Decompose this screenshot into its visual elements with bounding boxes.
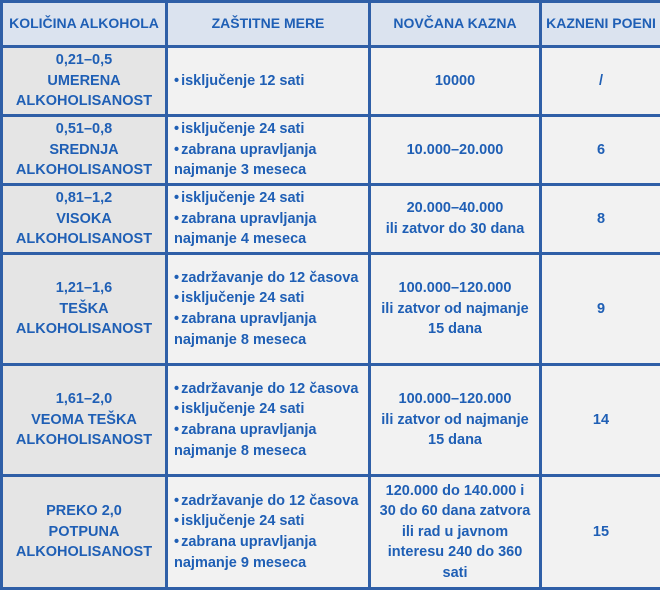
table-row — [3, 255, 660, 363]
alcohol-level-line: TEŠKA — [59, 300, 109, 317]
measure-line — [174, 420, 364, 441]
alcohol-level-cell — [3, 48, 165, 114]
bullet-icon: • — [174, 290, 180, 307]
alcohol-level-line: 0,81–1,2 — [55, 190, 113, 207]
fine-line: ili zatvor od najmanje — [381, 411, 529, 428]
alcohol-level-line: SREDNJA — [49, 141, 119, 158]
measure-text: zadržavanje do 12 časova — [181, 269, 359, 286]
protective-measures-cell — [168, 117, 368, 183]
measure-line — [174, 309, 364, 330]
penalty-points-cell: 14 — [542, 366, 660, 474]
alcohol-level-cell — [3, 255, 165, 363]
measure-line — [174, 491, 364, 512]
bullet-icon: • — [174, 269, 180, 286]
fine-cell — [371, 48, 539, 114]
table-body — [3, 48, 660, 587]
bullet-icon: • — [174, 380, 180, 397]
measure-text: isključenje 24 sati — [181, 401, 305, 418]
alcohol-level-line: PREKO 2,0 — [46, 503, 122, 520]
bullet-icon: • — [174, 534, 180, 550]
table-row — [3, 117, 660, 183]
table-row — [3, 48, 660, 114]
measure-text: zabrana upravljanja — [181, 141, 317, 158]
bullet-icon: • — [174, 492, 180, 509]
alcohol-level-line: 0,51–0,8 — [55, 121, 113, 138]
alcohol-level-line: POTPUNA — [48, 523, 120, 540]
fine-line: 15 dana — [428, 432, 482, 449]
alcohol-level-cell — [3, 366, 165, 474]
header-row — [3, 3, 660, 45]
measure-text: isključenje 24 sati — [181, 290, 305, 307]
alcohol-level-cell — [3, 186, 165, 252]
bullet-icon: • — [174, 513, 180, 530]
measure-line — [174, 511, 364, 532]
measure-text: isključenje 24 sati — [181, 513, 305, 530]
measure-text: zabrana upravljanja — [181, 534, 317, 550]
table-row — [3, 477, 660, 587]
header-alcohol-level: KOLIČINA ALKOHOLA — [3, 3, 165, 45]
measure-line — [174, 441, 364, 462]
alcohol-level-line: 0,21–0,5 — [55, 52, 113, 69]
fine-cell — [371, 117, 539, 183]
measure-text: zabrana upravljanja — [181, 311, 317, 327]
measure-text: isključenje 24 sati — [181, 190, 305, 207]
bullet-icon: • — [174, 210, 180, 227]
measure-line — [174, 379, 364, 400]
fine-cell — [371, 366, 539, 474]
fine-line: 15 dana — [428, 321, 482, 338]
protective-measures-cell — [168, 186, 368, 252]
alcohol-level-line: VEOMA TEŠKA — [31, 411, 137, 428]
bullet-icon: • — [174, 422, 180, 438]
fine-line: 10000 — [434, 72, 476, 89]
protective-measures-cell — [168, 366, 368, 474]
alcohol-level-line: ALKOHOLISANOST — [15, 162, 153, 179]
measure-line — [174, 553, 364, 574]
measure-line — [174, 532, 364, 553]
penalty-points-cell: 15 — [542, 477, 660, 587]
penalty-points-cell: 9 — [542, 255, 660, 363]
alcohol-level-line: 1,21–1,6 — [55, 280, 113, 297]
fine-line: 10.000–20.000 — [406, 141, 504, 158]
fine-line: 20.000–40.000 — [406, 200, 504, 217]
header-penalty-points: KAZNENI POENI — [542, 3, 660, 45]
fine-cell — [371, 255, 539, 363]
header-protective-measures: ZAŠTITNE MERE — [168, 3, 368, 45]
bullet-icon: • — [174, 72, 180, 89]
fine-line: ili zatvor od najmanje — [381, 300, 529, 317]
bullet-icon: • — [174, 141, 180, 158]
measure-text: zabrana upravljanja — [181, 210, 317, 227]
fine-line: ili zatvor do 30 dana — [385, 221, 525, 237]
alcohol-level-line: ALKOHOLISANOST — [15, 321, 153, 338]
bullet-icon: • — [174, 190, 180, 207]
protective-measures-cell — [168, 255, 368, 363]
alcohol-level-line: ALKOHOLISANOST — [15, 93, 153, 110]
fine-line: 100.000–120.000 — [398, 280, 512, 297]
fine-line: 100.000–120.000 — [398, 391, 512, 408]
measure-line — [174, 119, 364, 140]
alcohol-level-line: 1,61–2,0 — [55, 391, 113, 408]
measure-text: najmanje 4 meseca — [174, 231, 307, 248]
protective-measures-cell — [168, 48, 368, 114]
alcohol-level-cell — [3, 117, 165, 183]
measure-text: isključenje 12 sati — [181, 72, 305, 89]
bullet-icon: • — [174, 311, 180, 327]
measure-line — [174, 188, 364, 209]
measure-text: najmanje 8 meseca — [174, 442, 307, 459]
alcohol-level-line: ALKOHOLISANOST — [15, 432, 153, 449]
alcohol-level-line: VISOKA — [56, 210, 112, 227]
fine-line: sati — [442, 564, 468, 581]
alcohol-level-line: ALKOHOLISANOST — [15, 231, 153, 248]
fine-line: interesu 240 do 360 — [387, 544, 523, 561]
measure-text: zadržavanje do 12 časova — [181, 380, 359, 397]
fine-cell — [371, 477, 539, 587]
bullet-icon: • — [174, 121, 180, 138]
measure-line — [174, 399, 364, 420]
measure-text: isključenje 24 sati — [181, 121, 305, 138]
measure-line — [174, 71, 364, 92]
alcohol-level-cell — [3, 477, 165, 587]
fine-line: 30 do 60 dana zatvora — [379, 503, 531, 520]
protective-measures-cell — [168, 477, 368, 587]
penalty-points-cell: / — [542, 48, 660, 114]
table-row — [3, 186, 660, 252]
measure-line — [174, 160, 364, 181]
measure-line — [174, 330, 364, 351]
measure-text: najmanje 9 meseca — [174, 554, 307, 571]
measure-text: zabrana upravljanja — [181, 422, 317, 438]
penalty-points-cell: 8 — [542, 186, 660, 252]
alcohol-level-line: UMERENA — [47, 72, 121, 89]
measure-line — [174, 140, 364, 161]
fine-cell — [371, 186, 539, 252]
header-fine: NOVČANA KAZNA — [371, 3, 539, 45]
alcohol-level-line: ALKOHOLISANOST — [15, 544, 153, 561]
measure-text: najmanje 3 meseca — [174, 162, 307, 179]
fine-line: ili rad u javnom — [401, 523, 509, 540]
measure-line — [174, 288, 364, 309]
measure-text: najmanje 8 meseca — [174, 331, 307, 348]
fine-line: 120.000 do 140.000 i — [385, 482, 525, 499]
measure-text: zadržavanje do 12 časova — [181, 492, 359, 509]
measure-line — [174, 229, 364, 250]
table-row — [3, 366, 660, 474]
measure-line — [174, 209, 364, 230]
measure-line — [174, 268, 364, 289]
bullet-icon: • — [174, 401, 180, 418]
penalty-points-cell: 6 — [542, 117, 660, 183]
